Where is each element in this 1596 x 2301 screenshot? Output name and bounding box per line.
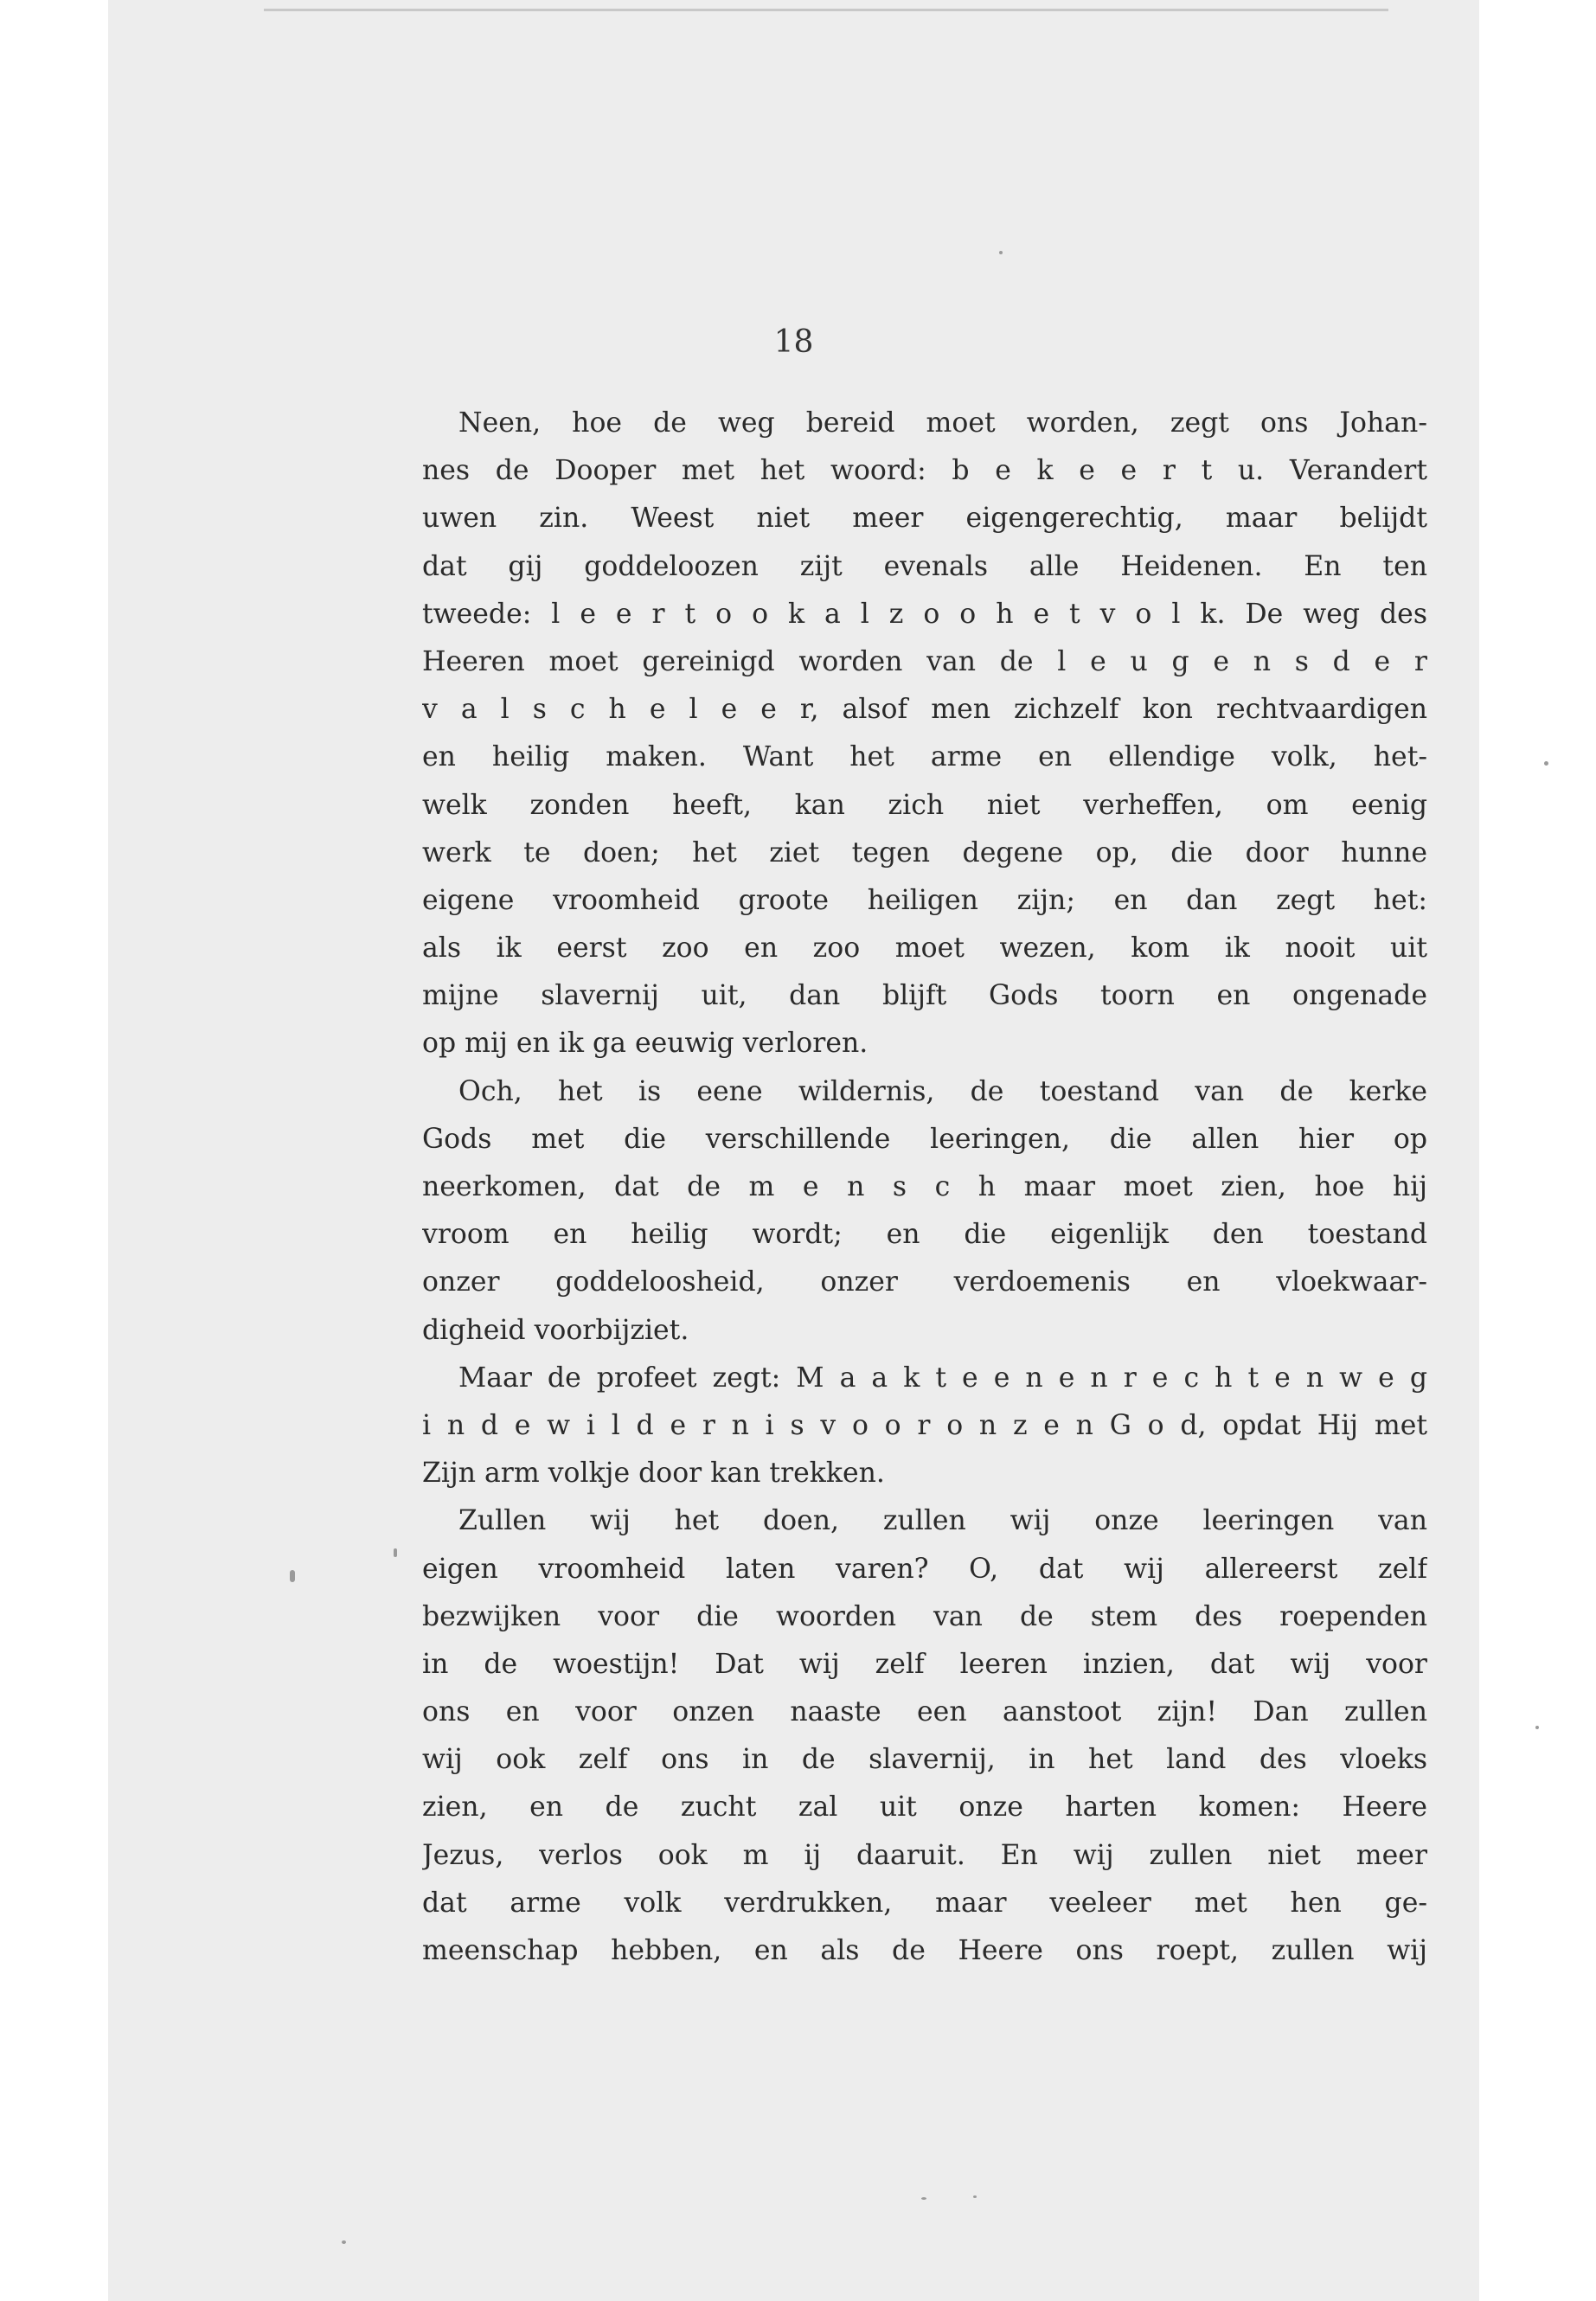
text-line: Zullen wij het doen, zullen wij onze leeringen van bbox=[458, 1505, 1427, 1537]
text-line: v a l s c h e l e e r, alsof men zichzelf kon rechtvaardigen bbox=[422, 694, 1427, 726]
text-line: meenschap hebben, en als de Heere ons roept, zullen wij bbox=[422, 1935, 1427, 1966]
text-line: bezwijken voor die woorden van de stem des roependen bbox=[422, 1600, 1427, 1632]
text-line: Neen, hoe de weg bereid moet worden, zegt ons Johan- bbox=[458, 407, 1427, 439]
page-top-edge bbox=[264, 9, 1388, 11]
text-line: dat gij goddeloozen zijt evenals alle Heidenen. En ten bbox=[422, 550, 1427, 582]
text-line: dat arme volk verdrukken, maar veeleer met hen ge- bbox=[422, 1887, 1427, 1919]
paper-speck bbox=[973, 2195, 977, 2198]
text-line: tweede: l e e r t o o k a l z o o h e t v o l k. De weg des bbox=[422, 598, 1427, 630]
text-line: onzer goddeloosheid, onzer verdoemenis en vloekwaar- bbox=[422, 1266, 1427, 1298]
body-text bbox=[422, 400, 1427, 1975]
book-page bbox=[108, 0, 1479, 2301]
paper-speck bbox=[999, 251, 1003, 254]
text-line: neerkomen, dat de m e n s c h maar moet zien, hoe hij bbox=[422, 1171, 1427, 1202]
text-line: uwen zin. Weest niet meer eigengerechtig, maar belijdt bbox=[422, 503, 1427, 535]
text-line: vroom en heilig wordt; en die eigenlijk den toestand bbox=[422, 1219, 1427, 1251]
text-line: als ik eerst zoo en zoo moet wezen, kom ik nooit uit bbox=[422, 933, 1427, 965]
page-number: 18 bbox=[773, 324, 814, 360]
text-line: in de woestijn! Dat wij zelf leeren inzien, dat wij voor bbox=[422, 1648, 1427, 1680]
text-line: ons en voor onzen naaste een aanstoot zijn! Dan zullen bbox=[422, 1696, 1427, 1728]
text-line: Heeren moet gereinigd worden van de l e u g e n s d e r bbox=[422, 645, 1427, 677]
text-line: welk zonden heeft, kan zich niet verheffen, om eenig bbox=[422, 789, 1427, 821]
text-line: wij ook zelf ons in de slavernij, in het land des vloeks bbox=[422, 1744, 1427, 1776]
paper-speck bbox=[394, 1548, 397, 1557]
text-line: Jezus, verlos ook m ij daaruit. En wij zullen niet meer bbox=[422, 1839, 1427, 1871]
text-line: eigene vroomheid groote heiligen zijn; en dan zegt het: bbox=[422, 884, 1427, 916]
paper-speck bbox=[342, 2240, 346, 2244]
text-line: en heilig maken. Want het arme en ellendige volk, het- bbox=[422, 741, 1427, 773]
text-line: zien, en de zucht zal uit onze harten komen: Heere bbox=[422, 1791, 1427, 1823]
text-line: Maar de profeet zegt: M a a k t e e n e n r e c h t e n w e g bbox=[458, 1362, 1427, 1394]
text-line: nes de Dooper met het woord: b e k e e r t u. Verandert bbox=[422, 455, 1427, 487]
text-line: i n d e w i l d e r n i s v o o r o n z e n G o d, opdat Hij met bbox=[422, 1409, 1427, 1441]
text-line: digheid voorbijziet. bbox=[422, 1314, 689, 1346]
text-line: Och, het is eene wildernis, de toestand van de kerke bbox=[458, 1075, 1427, 1107]
text-line: eigen vroomheid laten varen? O, dat wij allereerst zelf bbox=[422, 1553, 1427, 1585]
paper-speck bbox=[1535, 1726, 1539, 1729]
text-line: werk te doen; het ziet tegen degene op, die door hunne bbox=[422, 836, 1427, 868]
paper-speck bbox=[1544, 761, 1548, 766]
text-line: mijne slavernij uit, dan blijft Gods toorn en ongenade bbox=[422, 980, 1427, 1012]
text-line: Zijn arm volkje door kan trekken. bbox=[422, 1458, 885, 1490]
paper-speck bbox=[921, 2197, 926, 2200]
text-line: Gods met die verschillende leeringen, die allen hier op bbox=[422, 1123, 1427, 1155]
text-line: op mij en ik ga eeuwig verloren. bbox=[422, 1028, 869, 1060]
paper-speck bbox=[290, 1570, 295, 1582]
